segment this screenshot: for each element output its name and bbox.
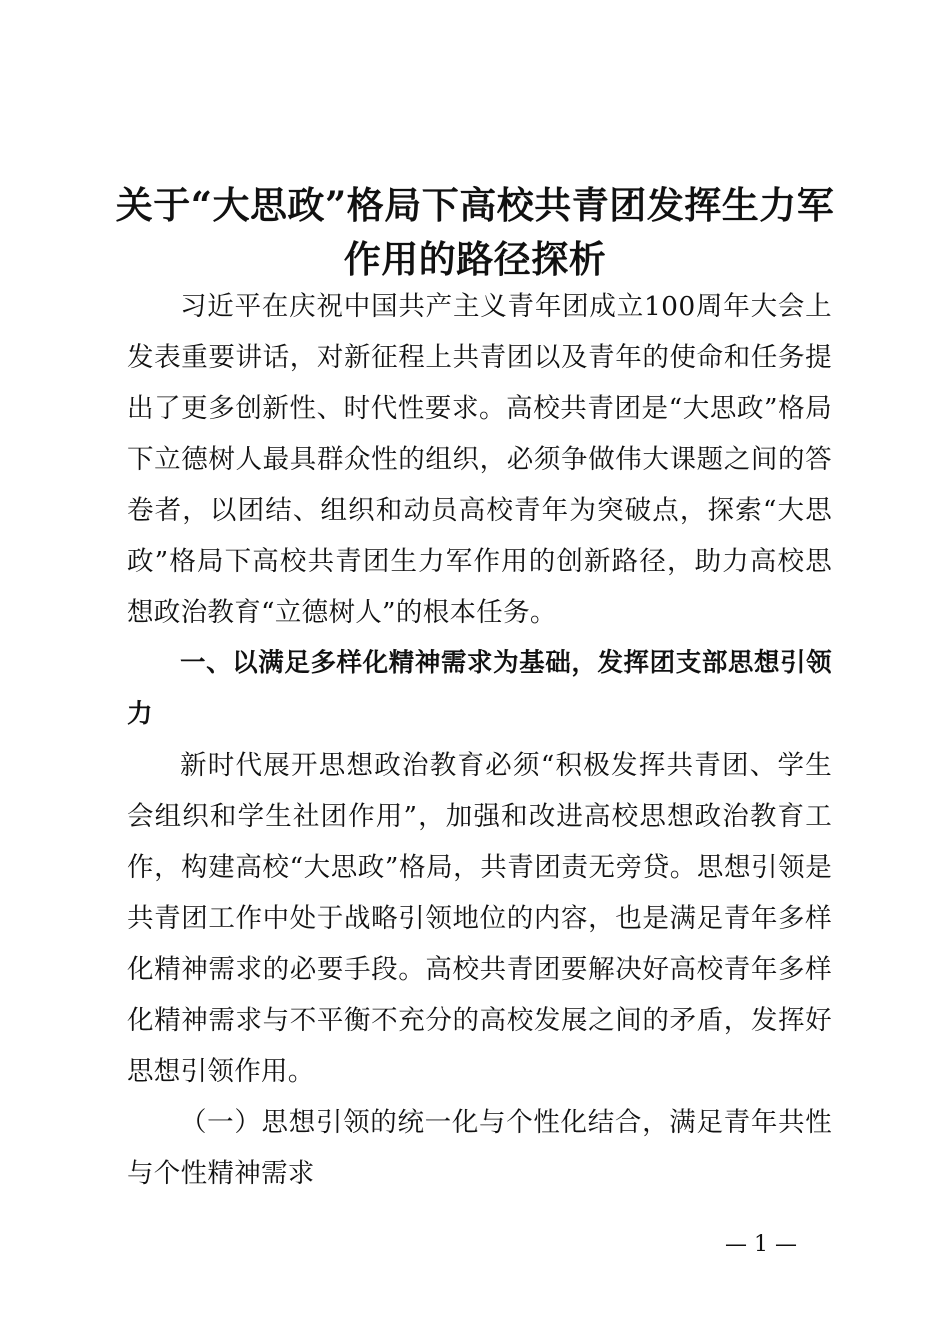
page-number: — 1 — bbox=[725, 1232, 797, 1257]
section-heading-1: 一、以满足多样化精神需求为基础，发挥团支部思想引领力 bbox=[127, 648, 832, 729]
subsection-heading-1: （一）思想引领的统一化与个性化结合，满足青年共性与个性精神需求 bbox=[127, 1107, 832, 1189]
section-1-paragraph: 新时代展开思想政治教育必须“积极发挥共青团、学生会组织和学生社团作用”，加强和改进高校思想政治教育工作，构建高校“大思政”格局，共青团责无旁贷。思想引领是共青团工作中处于战略引领地位的内容，也是满足青年多样化精神需求的必要手段。高校共青团要解决好高校青年多样化精神需求与不平衡不充分的高校发展之间的矛盾，发挥好思想引领作用。 bbox=[127, 750, 832, 1087]
intro-paragraph: 习近平在庆祝中国共产主义青年团成立100周年大会上发表重要讲话，对新征程上共青团以及青年的使命和任务提出了更多创新性、时代性要求。高校共青团是“大思政”格局下立德树人最具群众性的组织，必须争做伟大课题之间的答卷者，以团结、组织和动员高校青年为突破点，探索“大思政”格局下高校共青团生力军作用的创新路径，助力高校思想政治教育“立德树人”的根本任务。 bbox=[127, 291, 832, 628]
title-line-1: 关于“大思政”格局下高校共青团发挥生力军 bbox=[115, 183, 835, 227]
document-body bbox=[127, 281, 832, 1199]
document-title bbox=[110, 178, 840, 286]
title-line-2: 作用的路径探析 bbox=[343, 237, 607, 281]
